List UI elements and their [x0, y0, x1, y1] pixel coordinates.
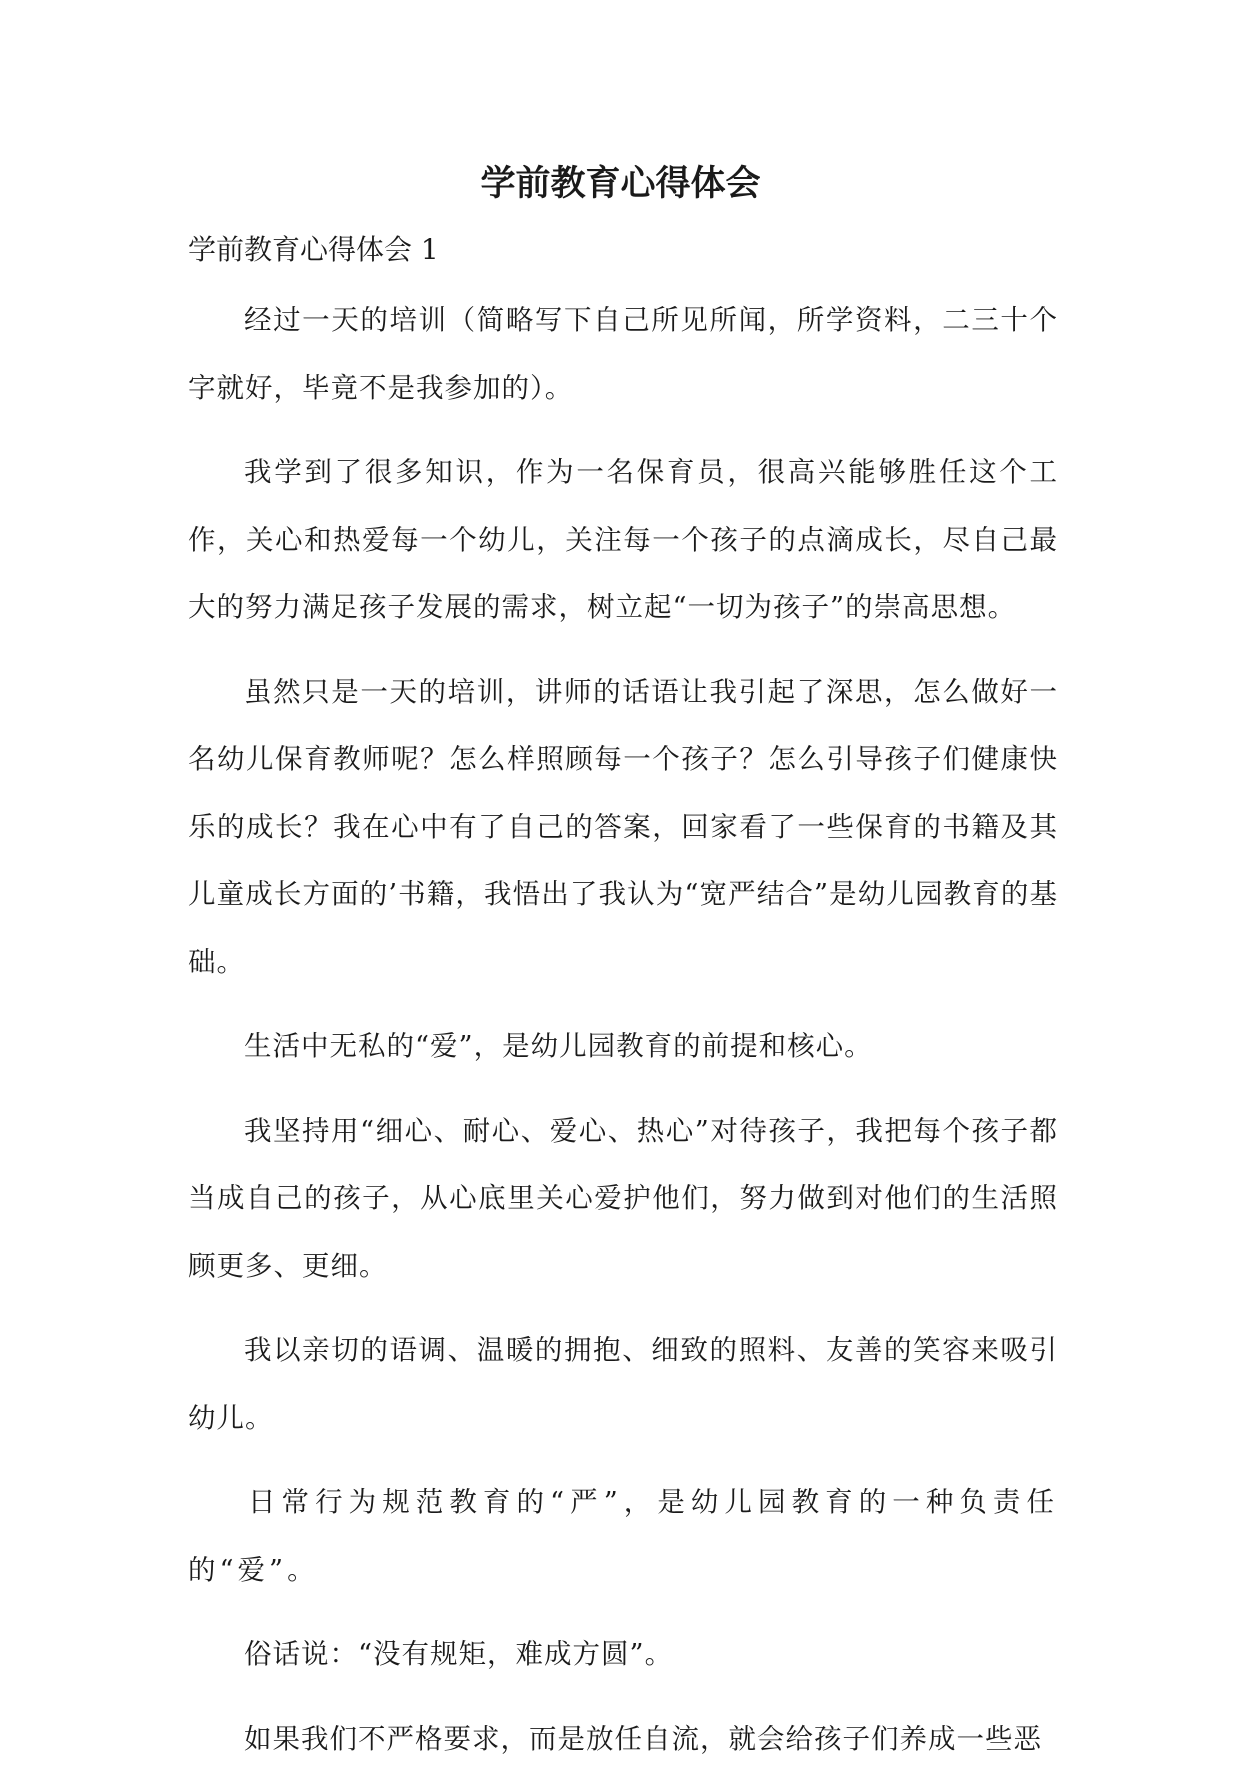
paragraph-8: 俗话说：“没有规矩，难成方圆”。	[244, 1638, 674, 1670]
paragraph-9: 如果我们不严格要求，而是放任自流，就会给孩子们养成一些恶	[244, 1722, 1042, 1755]
paragraph-5: 我坚持用“细心、耐心、爱心、热心”对待孩子，我把每个孩子都当成自己的孩子，从心底里关心爱护他们，努力做到对他们的生活照顾更多、更细。	[188, 1114, 1058, 1282]
section-heading: 学前教育心得体会 1	[188, 233, 439, 266]
paragraph-3: 虽然只是一天的培训，讲师的话语让我引起了深思，怎么做好一名幼儿保育教师呢？怎么样照顾每一个孩子？怎么引导孩子们健康快乐的成长？我在心中有了自己的答案，回家看了一些保育的书籍及其儿童成长方面的’书籍，我悟出了我认为“宽严结合”是幼儿园教育的基础。	[188, 675, 1058, 978]
paragraph-1: 经过一天的培训（简略写下自己所见所闻，所学资料，二三十个字就好，毕竟不是我参加的）。	[188, 304, 1058, 404]
paragraph-7: 日常行为规范教育的“严”，是幼儿园教育的一种负责任的“爱”。	[188, 1486, 1058, 1586]
document-title: 学前教育心得体会	[480, 163, 761, 204]
paragraph-4: 生活中无私的“爱”，是幼儿园教育的前提和核心。	[244, 1030, 873, 1062]
paragraph-2: 我学到了很多知识，作为一名保育员，很高兴能够胜任这个工作，关心和热爱每一个幼儿，关注每一个孩子的点滴成长，尽自己最大的努力满足孩子发展的需求，树立起“一切为孩子”的崇高思想。	[188, 456, 1058, 623]
document-body	[188, 287, 1058, 1790]
paragraph-6: 我以亲切的语调、温暖的拥抱、细致的照料、友善的笑容来吸引幼儿。	[188, 1334, 1058, 1434]
